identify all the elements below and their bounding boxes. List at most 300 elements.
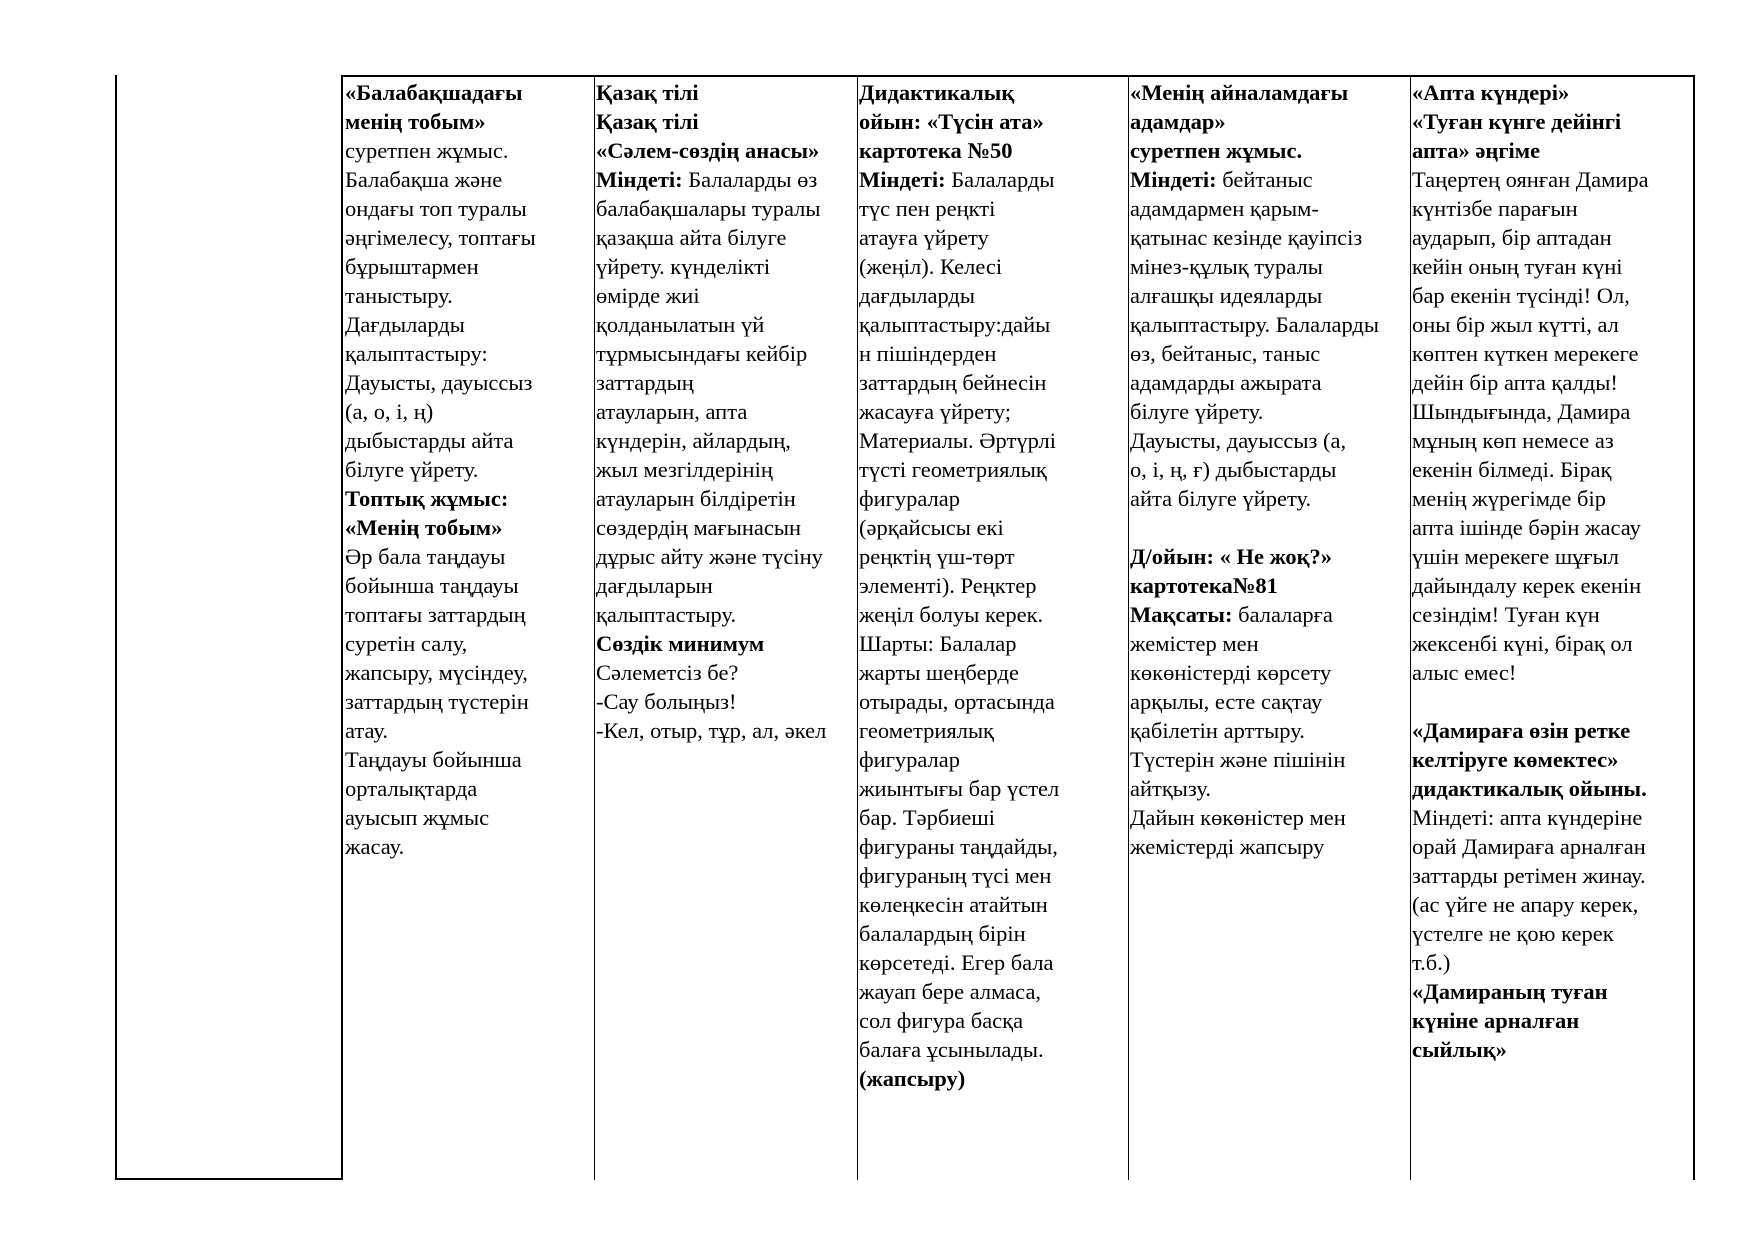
text-line: [596, 426, 826, 455]
body-text: (ас үйге не апару керек,: [1412, 892, 1639, 917]
text-line: [1130, 426, 1379, 455]
bold-text: картотека №50: [859, 138, 1013, 163]
text-line: [1130, 803, 1379, 832]
text-line: [345, 397, 536, 426]
body-text: дейін бір апта қалды!: [1412, 370, 1618, 395]
text-line: [596, 513, 826, 542]
text-line: [345, 368, 536, 397]
body-text: қалыптастыру:дайы: [859, 312, 1051, 337]
bold-text: апта» әңгіме: [1412, 138, 1541, 163]
body-text: орай Дамираға арналған: [1412, 834, 1646, 859]
text-line: [1412, 368, 1649, 397]
text-line: [1130, 455, 1379, 484]
text-line: [1130, 629, 1379, 658]
text-line: [596, 600, 826, 629]
column-divider-5: [1410, 75, 1411, 1180]
text-line: [859, 426, 1059, 455]
body-text: қалыптастыру:: [345, 341, 488, 366]
text-line: [596, 165, 826, 194]
body-text: жексенбі күні, бірақ ол: [1412, 631, 1633, 656]
bold-text: «Дамираның туған: [1412, 979, 1608, 1004]
text-line: [859, 78, 1059, 107]
body-text: жапсыру, мүсіндеу,: [345, 660, 528, 685]
bold-text: дидактикалық ойыны.: [1412, 776, 1647, 801]
cell-people-around-me: [1130, 78, 1379, 861]
text-line: [859, 1035, 1059, 1064]
text-line: [1412, 194, 1649, 223]
body-text: бойынша таңдауы: [345, 573, 519, 598]
text-line: [345, 107, 536, 136]
body-text: үстелге не қою керек: [1412, 921, 1614, 946]
body-text: Таңертең оянған Дамира: [1412, 167, 1649, 192]
body-text: үшін мерекеге шұғыл: [1412, 544, 1620, 569]
text-line: [859, 948, 1059, 977]
bold-text: «Балабақшадағы: [345, 80, 523, 105]
body-text: бар. Тәрбиеші: [859, 805, 995, 830]
bold-text: Қазақ тілі: [596, 109, 699, 134]
body-text: Дауысты, дауыссыз: [345, 370, 533, 395]
body-text: Балабақша және: [345, 167, 503, 192]
text-line: [859, 977, 1059, 1006]
body-text: күнтізбе парағын: [1412, 196, 1578, 221]
body-text: жеңіл болуы керек.: [859, 602, 1044, 627]
text-line: [1412, 339, 1649, 368]
body-text: реңктің үш-төрт: [859, 544, 1015, 569]
body-text: бұрыштармен: [345, 254, 479, 279]
text-line: [345, 136, 536, 165]
text-line: [1412, 223, 1649, 252]
body-text: аударып, бір аптадан: [1412, 225, 1612, 250]
text-line: [859, 919, 1059, 948]
body-text: қалыптастыру.: [596, 602, 737, 627]
bold-text: Міндеті:: [596, 167, 689, 192]
body-text: Шындығында, Дамира: [1412, 399, 1631, 424]
body-text: орталықтарда: [345, 776, 478, 801]
text-line: [1130, 571, 1379, 600]
bold-text: Дидактикалық: [859, 80, 1015, 105]
text-line: [345, 194, 536, 223]
body-text: Дауысты, дауыссыз (а,: [1130, 428, 1347, 453]
table-bottom-border: [115, 1178, 343, 1180]
text-line: [596, 629, 826, 658]
body-text: Әр бала таңдауы: [345, 544, 506, 569]
bold-text: Мақсаты:: [1130, 602, 1239, 627]
text-line: [1130, 397, 1379, 426]
bold-text: сыйлық»: [1412, 1037, 1507, 1062]
body-text: (жеңіл). Келесі: [859, 254, 1003, 279]
text-line: [1130, 78, 1379, 107]
text-line: [345, 716, 536, 745]
cell-didactic-game-color: [859, 78, 1059, 1093]
body-text: әңгімелесу, топтағы: [345, 225, 536, 250]
text-line: [345, 455, 536, 484]
body-text: суретпен жұмыс.: [345, 138, 509, 163]
text-line: [596, 194, 826, 223]
text-line: [1412, 426, 1649, 455]
text-line: [345, 281, 536, 310]
body-text: суретін салу,: [345, 631, 468, 656]
body-text: жарты шеңберде: [859, 660, 1019, 685]
body-text: көрсетеді. Егер бала: [859, 950, 1054, 975]
body-text: (әрқайсысы екі: [859, 515, 1004, 540]
cell-days-of-week: [1412, 78, 1649, 1064]
body-text: Балаларды: [951, 167, 1055, 192]
text-line: [859, 252, 1059, 281]
bold-text: «Менің тобым»: [345, 515, 503, 540]
body-text: қолданылатын үй: [596, 312, 765, 337]
cell-balabaksha-group: [345, 78, 536, 861]
text-line: [345, 484, 536, 513]
text-line: [859, 600, 1059, 629]
text-line: [1130, 774, 1379, 803]
text-line: [1412, 687, 1649, 716]
text-line: [596, 223, 826, 252]
body-text: оны бір жыл күтті, ал: [1412, 312, 1619, 337]
text-line: [345, 339, 536, 368]
text-line: [345, 78, 536, 107]
text-line: [1412, 658, 1649, 687]
text-line: [1130, 194, 1379, 223]
body-text: дағдыларын: [596, 573, 713, 598]
text-line: [1130, 281, 1379, 310]
text-line: [345, 803, 536, 832]
text-line: [1412, 281, 1649, 310]
body-text: ауысып жұмыс: [345, 805, 490, 830]
table-left-border: [115, 75, 117, 1180]
text-line: [859, 310, 1059, 339]
text-line: [1412, 455, 1649, 484]
body-text: апта ішінде бәрін жасау: [1412, 515, 1641, 540]
body-text: о, і, ң, ғ) дыбыстарды: [1130, 457, 1337, 482]
text-line: [1412, 1006, 1649, 1035]
cell-kazakh-language: [596, 78, 826, 745]
body-text: тұрмысындағы кейбір: [596, 341, 808, 366]
body-text: екенін білмеді. Бірақ: [1412, 457, 1612, 482]
text-line: [1130, 542, 1379, 571]
table-top-border: [341, 75, 1695, 77]
body-text: жемістерді жапсыру: [1130, 834, 1325, 859]
body-text: сезіндім! Туған күн: [1412, 602, 1600, 627]
text-line: [859, 281, 1059, 310]
text-line: [1412, 948, 1649, 977]
body-text: білуге үйрету.: [345, 457, 479, 482]
body-text: балалардың бірін: [859, 921, 1026, 946]
body-text: фигураның түсі мен: [859, 863, 1052, 888]
bold-text: адамдар»: [1130, 109, 1226, 134]
text-line: [1130, 513, 1379, 542]
text-line: [859, 803, 1059, 832]
text-line: [1412, 774, 1649, 803]
body-text: айтқызу.: [1130, 776, 1211, 801]
text-line: [1130, 165, 1379, 194]
text-line: [1412, 977, 1649, 1006]
bold-text: Міндеті:: [859, 167, 952, 192]
column-divider-3: [857, 75, 858, 1180]
text-line: [859, 1064, 1059, 1093]
text-line: [345, 310, 536, 339]
text-line: [859, 194, 1059, 223]
body-text: қалыптастыру. Балаларды: [1130, 312, 1379, 337]
text-line: [345, 165, 536, 194]
text-line: [859, 339, 1059, 368]
body-text: мінез-құлық туралы: [1130, 254, 1323, 279]
text-line: [1412, 252, 1649, 281]
text-line: [859, 368, 1059, 397]
bold-text: «Дамираға өзін ретке: [1412, 718, 1631, 743]
body-text: түс пен реңкті: [859, 196, 996, 221]
text-line: [859, 861, 1059, 890]
body-text: балабақшалары туралы: [596, 196, 821, 221]
body-text: жасау.: [345, 834, 405, 859]
text-line: [859, 542, 1059, 571]
text-line: [859, 716, 1059, 745]
body-text: заттардың түстерін: [345, 689, 529, 714]
text-line: [1412, 600, 1649, 629]
text-line: [1412, 513, 1649, 542]
body-text: заттардың: [596, 370, 694, 395]
text-line: [1130, 687, 1379, 716]
text-line: [345, 252, 536, 281]
text-line: [859, 687, 1059, 716]
text-line: [859, 397, 1059, 426]
text-line: [345, 223, 536, 252]
bold-text: Қазақ тілі: [596, 80, 699, 105]
text-line: [859, 455, 1059, 484]
body-text: Дайын көкөністер мен: [1130, 805, 1346, 830]
body-text: дұрыс айту және түсіну: [596, 544, 823, 569]
body-text: айта білуге үйрету.: [1130, 486, 1312, 511]
bold-text: күніне арналған: [1412, 1008, 1580, 1033]
text-line: [1412, 890, 1649, 919]
text-line: [345, 687, 536, 716]
text-line: [1130, 484, 1379, 513]
body-text: түсті геометриялық: [859, 457, 1047, 482]
bold-text: келтіруге көмектес»: [1412, 747, 1619, 772]
body-text: көптен күткен мерекеге: [1412, 341, 1639, 366]
text-line: [1412, 397, 1649, 426]
text-line: [859, 890, 1059, 919]
text-line: [345, 745, 536, 774]
body-text: жемістер мен: [1130, 631, 1259, 656]
bold-text: (жапсыру): [859, 1066, 966, 1091]
body-text: менің жүрегімде бір: [1412, 486, 1606, 511]
text-line: [345, 832, 536, 861]
body-text: алғашқы идеяларды: [1130, 283, 1323, 308]
body-text: Түстерін және пішінін: [1130, 747, 1346, 772]
text-line: [1130, 310, 1379, 339]
text-line: [596, 339, 826, 368]
text-line: [1130, 832, 1379, 861]
body-text: Материалы. Әртүрлі: [859, 428, 1057, 453]
body-text: қабілетін арттыру.: [1130, 718, 1305, 743]
text-line: [345, 600, 536, 629]
text-line: [1130, 339, 1379, 368]
text-line: [1412, 832, 1649, 861]
text-line: [859, 658, 1059, 687]
text-line: [859, 629, 1059, 658]
body-text: заттардың бейнесін: [859, 370, 1047, 395]
text-line: [1130, 600, 1379, 629]
body-text: топтағы заттардың: [345, 602, 526, 627]
text-line: [1412, 1035, 1649, 1064]
text-line: [1412, 919, 1649, 948]
body-text: көкөністерді көрсету: [1130, 660, 1332, 685]
body-text: (а, о, і, ң): [345, 399, 434, 424]
text-line: [859, 571, 1059, 600]
body-text: көлеңкесін атайтын: [859, 892, 1048, 917]
body-text: қатынас кезінде қауіпсіз: [1130, 225, 1363, 250]
body-text: Балаларды өз: [688, 167, 818, 192]
body-text: үйрету. күнделікті: [596, 254, 771, 279]
text-line: [1412, 803, 1649, 832]
text-line: [1412, 165, 1649, 194]
text-line: [859, 484, 1059, 513]
text-line: [1130, 745, 1379, 774]
text-line: [345, 774, 536, 803]
body-text: білуге үйрету.: [1130, 399, 1264, 424]
text-line: [1412, 571, 1649, 600]
bold-text: Топтық жұмыс:: [345, 486, 509, 511]
table-right-border: [1693, 75, 1695, 1180]
bold-text: Д/ойын: « Не жоқ?»: [1130, 544, 1333, 569]
text-line: [859, 223, 1059, 252]
text-line: [1130, 252, 1379, 281]
bold-text: картотека№81: [1130, 573, 1278, 598]
text-line: [596, 281, 826, 310]
text-line: [596, 542, 826, 571]
text-line: [1412, 716, 1649, 745]
body-text: балаларға: [1238, 602, 1333, 627]
body-text: балаға ұсынылады.: [859, 1037, 1044, 1062]
bold-text: «Апта күндері»: [1412, 80, 1570, 105]
body-text: күндерін, айлардың,: [596, 428, 791, 453]
bold-text: менің тобым»: [345, 109, 486, 134]
body-text: атау.: [345, 718, 388, 743]
text-line: [1412, 861, 1649, 890]
text-line: [1412, 310, 1649, 339]
text-line: [596, 716, 826, 745]
bold-text: суретпен жұмыс.: [1130, 138, 1303, 163]
bold-text: «Туған күнге дейінгі: [1412, 109, 1622, 134]
text-line: [859, 774, 1059, 803]
text-line: [859, 832, 1059, 861]
body-text: фигуралар: [859, 486, 960, 511]
body-text: алыс емес!: [1412, 660, 1517, 685]
column-divider-4: [1128, 75, 1129, 1180]
body-text: атауларын білдіретін: [596, 486, 796, 511]
text-line: [596, 136, 826, 165]
text-line: [596, 571, 826, 600]
text-line: [596, 455, 826, 484]
text-line: [1412, 78, 1649, 107]
bold-text: «Менің айналамдағы: [1130, 80, 1349, 105]
body-text: жыл мезгілдерінің: [596, 457, 773, 482]
body-text: Таңдауы бойынша: [345, 747, 522, 772]
body-text: Міндеті: апта күндеріне: [1412, 805, 1643, 830]
body-text: т.б.): [1412, 950, 1451, 975]
body-text: фигураны таңдайды,: [859, 834, 1058, 859]
text-line: [1412, 542, 1649, 571]
column-divider-1: [341, 75, 343, 1180]
text-line: [596, 484, 826, 513]
text-line: [345, 513, 536, 542]
body-text: бейтаныс: [1222, 167, 1313, 192]
text-line: [345, 629, 536, 658]
body-text: н пішіндерден: [859, 341, 997, 366]
body-text: отырады, ортасында: [859, 689, 1055, 714]
body-text: бар екенін түсінді! Ол,: [1412, 283, 1630, 308]
bold-text: «Сәлем-сөздің анасы»: [596, 138, 820, 163]
text-line: [1130, 658, 1379, 687]
text-line: [859, 107, 1059, 136]
text-line: [345, 542, 536, 571]
body-text: адамдарды ажырата: [1130, 370, 1322, 395]
body-text: қазақша айта білуге: [596, 225, 787, 250]
body-text: кейін оның туған күні: [1412, 254, 1623, 279]
text-line: [859, 513, 1059, 542]
body-text: Дағдыларды: [345, 312, 465, 337]
bold-text: Міндеті:: [1130, 167, 1223, 192]
text-line: [859, 136, 1059, 165]
body-text: адамдармен қарым-: [1130, 196, 1319, 221]
text-line: [1412, 745, 1649, 774]
text-line: [345, 658, 536, 687]
body-text: атауларын, апта: [596, 399, 748, 424]
text-line: [1130, 107, 1379, 136]
text-line: [1130, 368, 1379, 397]
body-text: жасауға үйрету;: [859, 399, 1011, 424]
body-text: атауға үйрету: [859, 225, 989, 250]
body-text: өз, бейтаныс, таныс: [1130, 341, 1321, 366]
text-line: [596, 78, 826, 107]
body-text: дағдыларды: [859, 283, 975, 308]
body-text: дыбыстарды айта: [345, 428, 514, 453]
text-line: [345, 426, 536, 455]
text-line: [345, 571, 536, 600]
body-text: фигуралар: [859, 747, 960, 772]
text-line: [1130, 136, 1379, 165]
body-text: дайындалу керек екенін: [1412, 573, 1642, 598]
column-divider-2: [594, 75, 595, 1180]
text-line: [596, 658, 826, 687]
body-text: заттарды ретімен жинау.: [1412, 863, 1646, 888]
body-text: сол фигура басқа: [859, 1008, 1024, 1033]
bold-text: Сөздік минимум: [596, 631, 765, 656]
body-text: элементі). Реңктер: [859, 573, 1037, 598]
text-line: [859, 1006, 1059, 1035]
text-line: [1130, 716, 1379, 745]
text-line: [1412, 484, 1649, 513]
body-text: өмірде жиі: [596, 283, 700, 308]
text-line: [1412, 107, 1649, 136]
body-text: -Сау болыңыз!: [596, 689, 737, 714]
body-text: жиынтығы бар үстел: [859, 776, 1060, 801]
text-line: [596, 687, 826, 716]
text-line: [1412, 629, 1649, 658]
body-text: геометриялық: [859, 718, 994, 743]
bold-text: ойын: «Түсін ата»: [859, 109, 1044, 134]
body-text: мұның көп немесе аз: [1412, 428, 1614, 453]
text-line: [1412, 136, 1649, 165]
text-line: [859, 165, 1059, 194]
text-line: [596, 252, 826, 281]
body-text: Сәлеметсіз бе?: [596, 660, 739, 685]
body-text: Шарты: Балалар: [859, 631, 1017, 656]
text-line: [596, 107, 826, 136]
body-text: ондағы топ туралы: [345, 196, 527, 221]
body-text: арқылы, есте сақтау: [1130, 689, 1323, 714]
text-line: [1130, 223, 1379, 252]
